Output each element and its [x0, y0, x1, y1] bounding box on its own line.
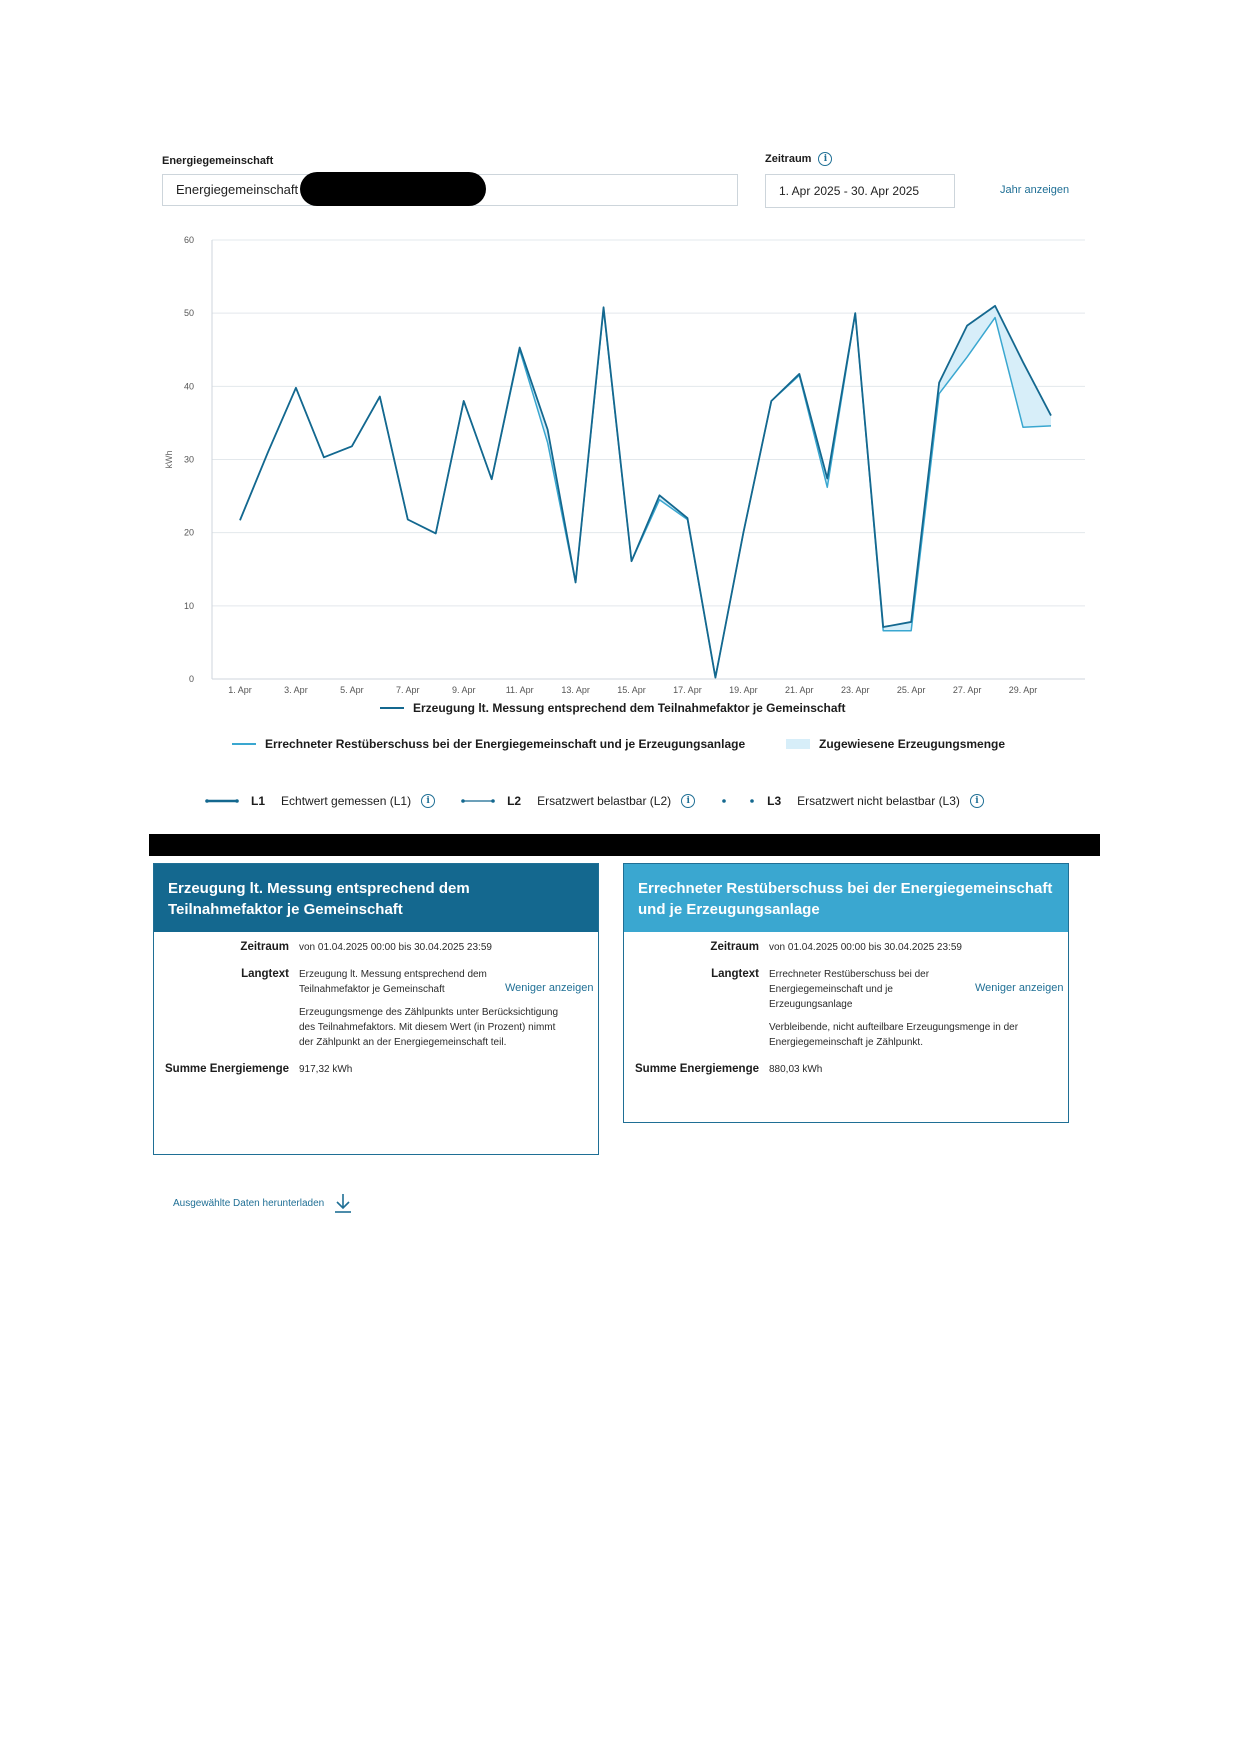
card-title: Erzeugung lt. Messung entsprechend dem Teilnahmefaktor je Gemeinschaft	[154, 864, 598, 932]
legend-item-surplus[interactable]	[232, 737, 745, 751]
x-tick-label: 29. Apr	[1008, 685, 1038, 695]
x-tick-label: 11. Apr	[505, 685, 534, 695]
langtext-key: Langtext	[711, 968, 759, 980]
thin-line-icon	[461, 797, 495, 805]
period-date-range-input[interactable]: 1. Apr 2025 - 30. Apr 2025	[765, 174, 955, 208]
download-arrow-icon	[334, 1192, 352, 1214]
x-tick-label: 23. Apr	[840, 685, 870, 695]
period-value: von 01.04.2025 00:00 bis 30.04.2025 23:59	[769, 942, 962, 953]
period-value: von 01.04.2025 00:00 bis 30.04.2025 23:59	[299, 942, 492, 953]
legend-line-measured	[380, 707, 404, 709]
langtext-value	[299, 967, 593, 1050]
series-line-surplus	[240, 310, 1051, 678]
x-tick-label: 5. Apr	[340, 685, 364, 695]
download-label: Ausgewählte Daten herunterladen	[173, 1197, 325, 1209]
quality-code: L1	[251, 794, 266, 808]
quality-legend	[205, 794, 1010, 808]
community-select[interactable]: Energiegemeinschaft	[162, 174, 738, 206]
sum-key: Summe Energiemenge	[635, 1063, 759, 1075]
period-key: Zeitraum	[710, 941, 759, 953]
x-tick-label: 13. Apr	[561, 685, 590, 695]
legend-item-measured[interactable]	[380, 701, 846, 715]
redaction-mark	[300, 172, 486, 206]
download-link[interactable]	[173, 1192, 352, 1214]
period-row	[624, 940, 1056, 955]
x-tick-label: 19. Apr	[729, 685, 758, 695]
sum-row	[154, 1062, 586, 1077]
solid-line-icon	[205, 797, 239, 805]
card-title: Errechneter Restüberschuss bei der Energiegemeinschaft und je Erzeugungsanlage	[624, 864, 1068, 932]
langtext-long: Verbleibende, nicht aufteilbare Erzeugungsmenge in der Energiegemeinschaft je Zählpunkt.	[769, 1022, 1019, 1048]
y-tick-label: 40	[183, 381, 194, 392]
community-label: Energiegemeinschaft	[162, 155, 274, 167]
period-key: Zeitraum	[240, 941, 289, 953]
sum-value: 917,32 kWh	[299, 1064, 353, 1075]
quality-text: Echtwert gemessen (L1)	[281, 794, 412, 808]
langtext-long: Erzeugungsmenge des Zählpunkts unter Berücksichtigung des Teilnahmefaktors. Mit diesem Wert (in Prozent) nimmt der Zählpunkt an der Energiegemeinschaft teil.	[299, 1007, 559, 1048]
legend-label-assigned: Zugewiesene Erzeugungsmenge	[819, 737, 1006, 751]
legend-swatch-assigned	[786, 739, 810, 749]
x-tick-label: 25. Apr	[896, 685, 926, 695]
info-icon[interactable]: i	[421, 794, 435, 808]
x-tick-label: 15. Apr	[617, 685, 646, 695]
x-tick-label: 21. Apr	[785, 685, 814, 695]
x-tick-label: 3. Apr	[284, 685, 308, 695]
card-body	[154, 932, 598, 1101]
langtext-row	[624, 967, 1064, 1050]
quality-item-l1	[205, 794, 435, 808]
quality-code: L3	[767, 794, 782, 808]
info-card-measured	[153, 863, 599, 1155]
y-axis-label: kWh	[164, 450, 174, 469]
series-line-measured	[240, 306, 1051, 678]
langtext-row	[154, 967, 594, 1050]
y-tick-label: 0	[188, 674, 194, 684]
period-label: Zeitraum	[765, 153, 812, 165]
show-less-link[interactable]: Weniger anzeigen	[975, 982, 1064, 994]
show-year-link[interactable]: Jahr anzeigen	[1000, 184, 1070, 196]
quality-item-l2	[461, 794, 695, 808]
energy-chart	[150, 230, 1100, 700]
quality-text: Ersatzwert nicht belastbar (L3)	[797, 794, 960, 808]
x-tick-label: 1. Apr	[228, 685, 252, 695]
quality-code: L2	[507, 794, 522, 808]
langtext-short: Errechneter Restüberschuss bei der Energiegemeinschaft und je Erzeugungsanlage	[769, 969, 930, 1010]
card-body	[624, 932, 1068, 1101]
quality-item-l3	[721, 794, 984, 808]
assigned-area	[240, 306, 1051, 678]
show-less-link[interactable]: Weniger anzeigen	[505, 982, 594, 994]
y-tick-label: 10	[183, 600, 194, 611]
quality-text: Ersatzwert belastbar (L2)	[537, 794, 672, 808]
y-tick-label: 30	[183, 454, 194, 465]
langtext-short: Erzeugung lt. Messung entsprechend dem Teilnahmefaktor je Gemeinschaft	[299, 969, 487, 995]
y-tick-label: 60	[183, 235, 194, 245]
y-tick-label: 20	[183, 527, 194, 538]
info-icon[interactable]: i	[818, 152, 832, 166]
info-icon[interactable]: i	[681, 794, 695, 808]
legend-label-measured: Erzeugung lt. Messung entsprechend dem Teilnahmefaktor je Gemeinschaft	[413, 701, 846, 715]
info-card-surplus	[623, 863, 1069, 1123]
x-tick-label: 9. Apr	[451, 685, 476, 695]
legend-item-assigned[interactable]	[786, 737, 1005, 751]
sum-row	[624, 1062, 1056, 1077]
sum-value: 880,03 kWh	[769, 1064, 823, 1075]
sum-key: Summe Energiemenge	[165, 1063, 289, 1075]
langtext-value	[769, 967, 1063, 1050]
x-tick-label: 17. Apr	[673, 685, 702, 695]
info-icon[interactable]: i	[970, 794, 984, 808]
x-tick-label: 7. Apr	[396, 685, 420, 695]
period-row	[154, 940, 586, 955]
redaction-bar	[149, 834, 1100, 856]
y-tick-label: 50	[183, 308, 194, 319]
langtext-key: Langtext	[241, 968, 289, 980]
dots-icon	[721, 797, 755, 805]
period-label-row	[765, 152, 832, 166]
legend-line-surplus	[232, 743, 256, 745]
legend-label-surplus: Errechneter Restüberschuss bei der Energiegemeinschaft und je Erzeugungsanlage	[265, 737, 746, 751]
x-tick-label: 27. Apr	[952, 685, 982, 695]
